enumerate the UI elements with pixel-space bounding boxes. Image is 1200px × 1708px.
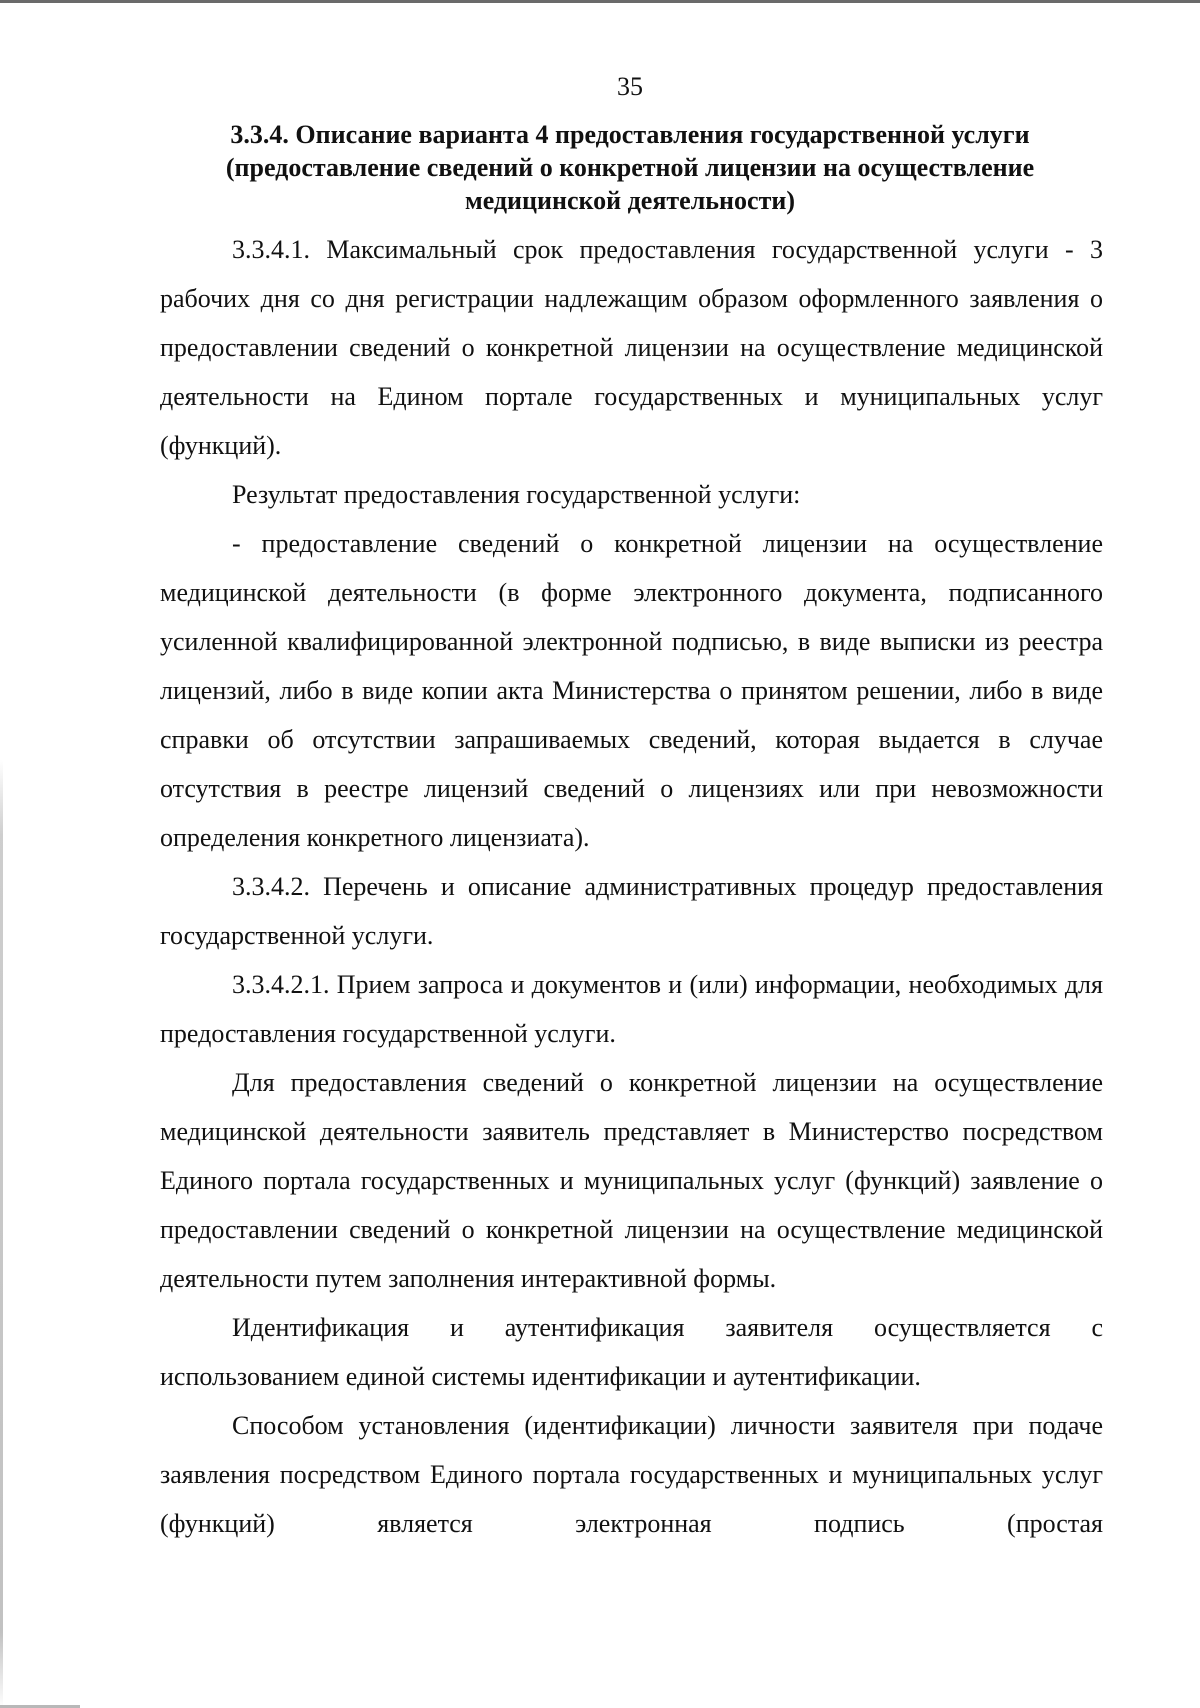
top-scan-border	[0, 0, 1200, 3]
paragraph-procedures-list: 3.3.4.2. Перечень и описание административных процедур предоставления государственной услуги.	[160, 872, 1103, 950]
section-heading: 3.3.4. Описание варианта 4 предоставления государственной услуги (предоставление сведений о конкретной лицензии на осуществление медицинской деятельности)	[225, 120, 1035, 215]
paragraph-result-description: - предоставление сведений о конкретной лицензии на осуществление медицинской деятельности (в форме электронного документа, подписанного усиленной квалифицированной электронной подписью, в виде выписки из реестра лицензий, либо в виде копии акта Министерства о принятом решении, либо в виде справки об отсутствии запрашиваемых сведений, которая выдается в случае отсутствия в реестре лицензий сведений о лицензиях или при невозможности определения конкретного лицензиата).	[160, 529, 1103, 852]
body-text	[160, 225, 1103, 1548]
paragraph-identity-method: Способом установления (идентификации) личности заявителя при подаче заявления посредством Единого портала государственных и муниципальных услуг (функций) является электронная подпись (простая	[160, 1411, 1103, 1538]
paragraph-max-term: 3.3.4.1. Максимальный срок предоставления государственной услуги - 3 рабочих дня со дня регистрации надлежащим образом оформленного заявления о предоставлении сведений о конкретной лицензии на осуществление медицинской деятельности на Едином портале государственных и муниципальных услуг (функций).	[160, 235, 1103, 460]
paragraph-identification: Идентификация и аутентификация заявителя осуществляется с использованием единой системы идентификации и аутентификации.	[160, 1313, 1103, 1391]
paragraph-result-title: Результат предоставления государственной услуги:	[232, 480, 801, 509]
page-number: 35	[617, 72, 643, 101]
left-scan-edge	[0, 760, 3, 1708]
paragraph-application-submission: Для предоставления сведений о конкретной лицензии на осуществление медицинской деятельности заявитель представляет в Министерство посредством Единого портала государственных и муниципальных услуг (функций) заявление о предоставлении сведений о конкретной лицензии на осуществление медицинской деятельности путем заполнения интерактивной формы.	[160, 1068, 1103, 1293]
paragraph-request-intake: 3.3.4.2.1. Прием запроса и документов и (или) информации, необходимых для предоставления государственной услуги.	[160, 970, 1103, 1048]
